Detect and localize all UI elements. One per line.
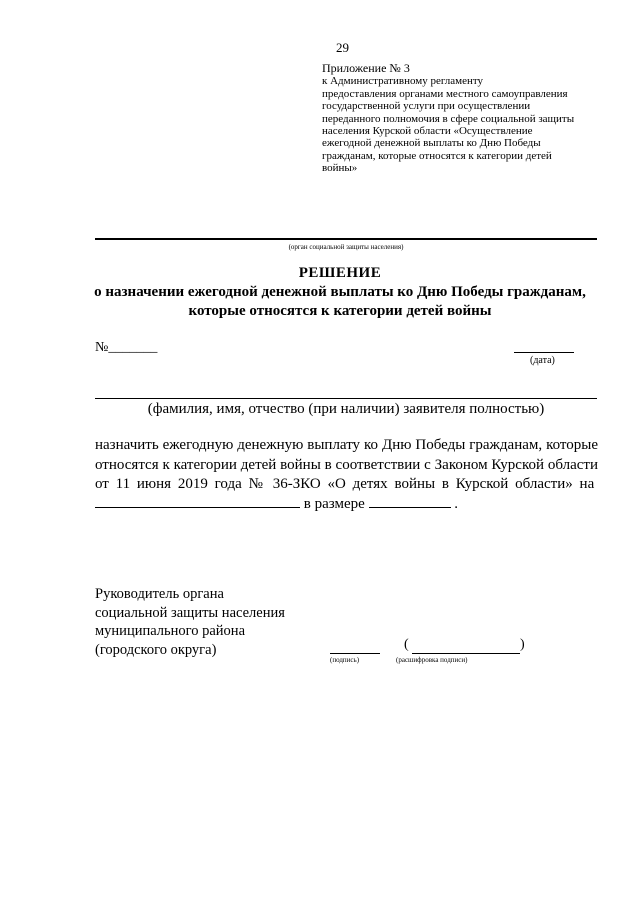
date-field-line: [514, 352, 574, 353]
signature-field-line: [330, 653, 380, 654]
applicant-name-caption: (фамилия, имя, отчество (при наличии) заявителя полностью): [147, 401, 545, 417]
signature-caption: (подпись): [330, 656, 360, 664]
page-number: 29: [336, 40, 349, 55]
amount-blank: [369, 495, 451, 508]
body-period: .: [454, 495, 459, 512]
period-blank: [95, 495, 300, 508]
body-text: назначить ежегодную денежную выплату ко Дню Победы гражданам, которые относятся к категории детей войны в соответствии с Законом Курской области от 11 июня 2019 года № 36-ЗКО «О детях войны в Курской области» на: [95, 437, 598, 492]
organization-caption: (орган социальной защиты населения): [288, 243, 404, 251]
decoding-close-paren: ): [520, 637, 525, 652]
organization-field-line: [95, 238, 597, 240]
applicant-name-field-line: [95, 398, 597, 399]
annex-line: государственной услуги при осуществлении: [322, 100, 531, 113]
annex-line: ежегодной денежной выплаты ко Дню Победы: [322, 137, 541, 150]
decision-number-label: №_______: [95, 340, 158, 355]
annex-line: гражданам, которые относятся к категории детей: [322, 149, 552, 162]
signer-line: муниципального района: [95, 623, 245, 639]
annex-line: предоставления органами местного самоуправления: [322, 87, 568, 100]
annex-line: переданного полномочия в сфере социальной защиты: [322, 112, 575, 125]
annex-line: Приложение № 3: [322, 61, 410, 75]
title-line: о назначении ежегодной денежной выплаты ко Дню Победы гражданам,: [94, 284, 586, 300]
decoding-caption: (расшифровка подписи): [396, 656, 468, 664]
signer-line: (городского округа): [95, 641, 217, 658]
annex-line: населения Курской области «Осуществление: [322, 125, 533, 138]
annex-block: [322, 62, 607, 175]
title-line: которые относятся к категории детей войны: [188, 303, 492, 319]
document-title: [80, 264, 600, 321]
signer-block: [95, 585, 285, 659]
annex-line: войны»: [322, 162, 358, 175]
decoding-field-line: [412, 653, 520, 654]
decoding-open-paren: (: [404, 637, 409, 652]
annex-line: к Административному регламенту: [322, 75, 484, 88]
signer-line: социальной защиты населения: [95, 604, 285, 621]
decision-body: [95, 436, 598, 514]
title-heading: РЕШЕНИЕ: [298, 265, 382, 281]
date-caption: (дата): [530, 355, 555, 366]
amount-label: в размере: [303, 495, 365, 512]
signer-line: Руководитель органа: [95, 586, 224, 602]
